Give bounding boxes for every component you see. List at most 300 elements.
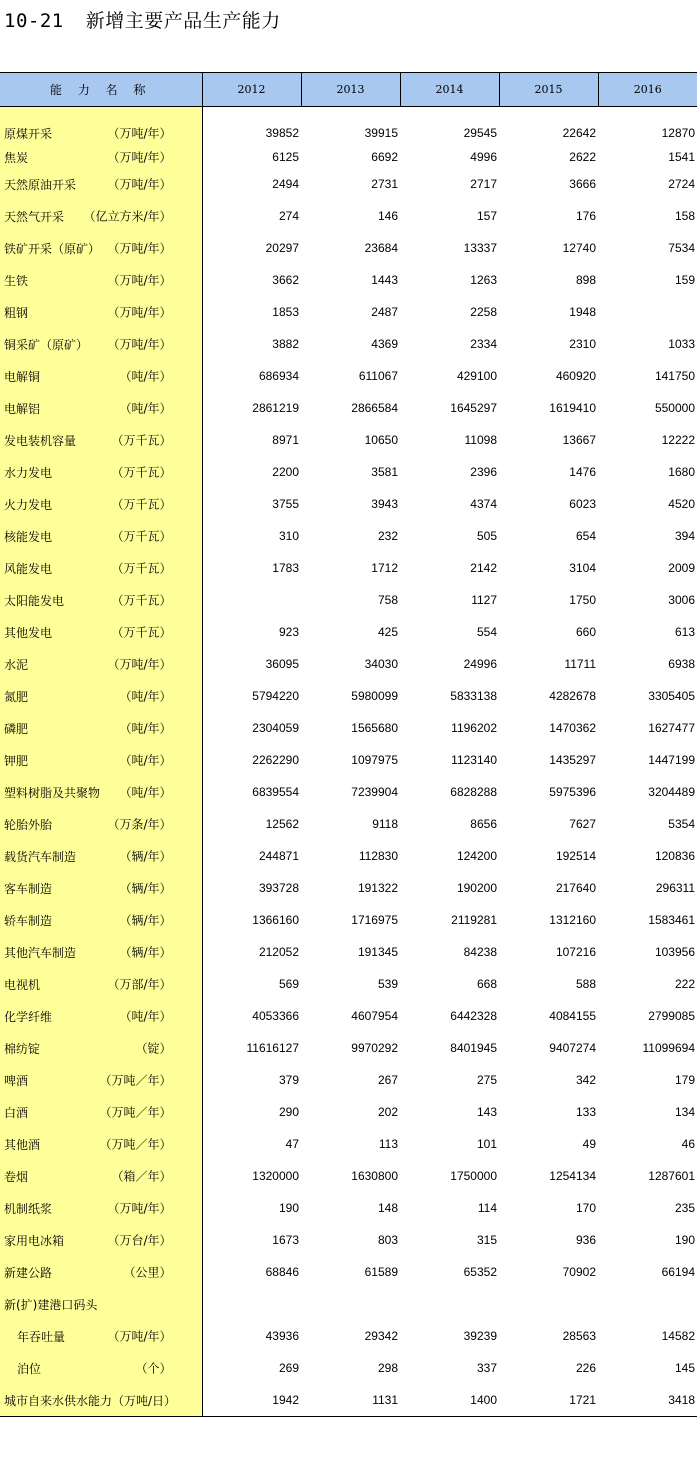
row-label (0, 584, 202, 616)
table-row (0, 904, 697, 936)
value-cell-2012: 11616127 (246, 1041, 299, 1055)
value-cell-2012 (202, 1288, 301, 1320)
value-cell-2016: 394 (674, 529, 695, 543)
value-cell-2014: 668 (476, 977, 497, 991)
item-unit: （箱／年） (111, 1169, 172, 1184)
value-cell-2015: 1476 (569, 465, 596, 479)
value-cell-2015: 4084155 (549, 1009, 596, 1023)
value-cell-2013: 5980099 (351, 689, 398, 703)
value-cell-2013: 9970292 (351, 1041, 398, 1055)
item-name: 机制纸浆 (4, 1201, 53, 1216)
value-cell-2014: 554 (476, 625, 497, 639)
item-unit: （万吨/年） (107, 337, 172, 352)
item-unit: （吨/年） (119, 401, 172, 416)
row-label (0, 120, 202, 146)
table-number: 10-21 (4, 10, 64, 32)
value-cell-2012: 190 (278, 1201, 299, 1215)
value-cell-2016: 103956 (654, 945, 695, 959)
value-cell-2013: 232 (377, 529, 398, 543)
value-cell-2016: 1541 (668, 150, 695, 164)
item-unit: （吨/年） (119, 369, 172, 384)
item-name: 啤酒 (4, 1073, 29, 1088)
table-row (0, 872, 697, 904)
row-label (0, 648, 202, 680)
value-cell-2013: 1443 (371, 273, 398, 287)
header-year-2013: 2013 (301, 73, 400, 107)
item-unit: （万千瓦） (111, 529, 172, 544)
item-name: 客车制造 (4, 881, 53, 896)
value-cell-2013: 1565680 (351, 721, 398, 735)
row-label (0, 1352, 202, 1384)
table-row (0, 146, 697, 168)
value-cell-2016: 2724 (668, 177, 695, 191)
value-cell-2015: 192514 (555, 849, 596, 863)
row-label (0, 296, 202, 328)
value-cell-2016: 550000 (654, 401, 695, 415)
value-cell-2015: 2622 (569, 150, 596, 164)
row-label (0, 680, 202, 712)
value-cell-2014: 157 (476, 209, 497, 223)
table-row (0, 552, 697, 584)
value-cell-2012: 3662 (272, 273, 299, 287)
page-title (4, 6, 281, 33)
table-row (0, 232, 697, 264)
value-cell-2013: 3943 (371, 497, 398, 511)
value-cell-2012: 6125 (272, 150, 299, 164)
value-cell-2015: 7627 (569, 817, 596, 831)
value-cell-2014: 505 (476, 529, 497, 543)
row-label (0, 520, 202, 552)
value-cell-2016: 159 (674, 273, 695, 287)
item-unit: （辆/年） (119, 881, 172, 896)
item-unit: （吨/年） (119, 785, 172, 800)
header-capacity-name: 能 力 名 称 (0, 73, 202, 107)
table-row (0, 808, 697, 840)
row-label (0, 392, 202, 424)
value-cell-2016: 1583461 (648, 913, 695, 927)
item-name: 核能发电 (4, 529, 53, 544)
value-cell-2012: 1673 (272, 1233, 299, 1247)
value-cell-2015: 226 (575, 1361, 596, 1375)
table-row (0, 968, 697, 1000)
row-label (0, 1000, 202, 1032)
table-row (0, 1032, 697, 1064)
row-label (0, 1064, 202, 1096)
spacer-label-cell (0, 107, 202, 121)
value-cell-2014: 2334 (470, 337, 497, 351)
value-cell-2016: 190 (674, 1233, 695, 1247)
row-label (0, 360, 202, 392)
value-cell-2013: 6692 (371, 150, 398, 164)
item-name: 铁矿开采（原矿） (4, 241, 101, 256)
spacer-row (0, 107, 697, 121)
row-label (0, 1096, 202, 1128)
value-cell-2016: 3305405 (648, 689, 695, 703)
item-unit: （万吨/年） (107, 305, 172, 320)
item-unit: （万吨/年） (107, 150, 172, 165)
value-cell-2012: 290 (278, 1105, 299, 1119)
table-row (0, 744, 697, 776)
item-unit: （万吨/年） (107, 241, 172, 256)
value-cell-2013: 611067 (358, 369, 398, 383)
table-row (0, 296, 697, 328)
table-row (0, 1384, 697, 1417)
value-cell-2013: 2866584 (351, 401, 398, 415)
value-cell-2014: 429100 (456, 369, 497, 383)
value-cell-2016: 134 (674, 1105, 695, 1119)
item-name: 其他汽车制造 (4, 945, 77, 960)
value-cell-2013: 267 (377, 1073, 398, 1087)
value-cell-2015: 176 (575, 209, 596, 223)
item-unit: （万台/年） (107, 1233, 172, 1248)
value-cell-2012: 6839554 (252, 785, 299, 799)
value-cell-2013: 4607954 (351, 1009, 398, 1023)
value-cell-2016: 222 (674, 977, 695, 991)
value-cell-2012: 1320000 (252, 1169, 299, 1183)
item-unit: （亿立方米/年） (83, 209, 172, 224)
value-cell-2014: 4374 (470, 497, 497, 511)
value-cell-2014: 1750000 (450, 1169, 497, 1183)
item-name: 白酒 (4, 1105, 29, 1120)
value-cell-2014: 2142 (470, 561, 497, 575)
item-unit: （万千瓦） (111, 465, 172, 480)
value-cell-2013: 1097975 (351, 753, 398, 767)
item-name: 轮胎外胎 (4, 817, 53, 832)
table-row (0, 1288, 697, 1320)
value-cell-2016: 2009 (668, 561, 695, 575)
row-label (0, 1256, 202, 1288)
row-label (0, 1384, 202, 1417)
item-name: 生铁 (4, 273, 29, 288)
item-unit: （万吨/年） (107, 273, 172, 288)
item-unit: （吨/年） (119, 753, 172, 768)
value-cell-2016: 1033 (668, 337, 695, 351)
item-unit: （吨/年） (119, 689, 172, 704)
value-cell-2013: 112830 (358, 849, 398, 863)
table-row (0, 776, 697, 808)
value-cell-2014: 1123140 (451, 753, 497, 767)
value-cell-2012: 244871 (258, 849, 299, 863)
table-row (0, 1160, 697, 1192)
table-row (0, 1352, 697, 1384)
table-row (0, 840, 697, 872)
value-cell-2012: 68846 (265, 1265, 299, 1279)
capacity-table (0, 72, 697, 1417)
value-cell-2015: 588 (575, 977, 596, 991)
row-label (0, 616, 202, 648)
value-cell-2014 (400, 1288, 499, 1320)
value-cell-2014: 101 (476, 1137, 497, 1151)
value-cell-2012: 2200 (272, 465, 299, 479)
value-cell-2014: 13337 (463, 241, 497, 255)
value-cell-2014: 4996 (470, 150, 497, 164)
value-cell-2016: 5354 (668, 817, 695, 831)
value-cell-2016: 14582 (661, 1329, 695, 1343)
value-cell-2012: 1783 (272, 561, 299, 575)
item-unit: （万吨／年） (99, 1105, 172, 1120)
value-cell-2013: 39915 (364, 126, 398, 140)
item-name: 其他发电 (4, 625, 53, 640)
item-name: 太阳能发电 (4, 593, 65, 608)
item-name: 家用电冰箱 (4, 1233, 65, 1248)
value-cell-2013: 10650 (364, 433, 398, 447)
value-cell-2015: 9407274 (549, 1041, 596, 1055)
value-cell-2012: 3882 (272, 337, 299, 351)
value-cell-2015: 28563 (562, 1329, 596, 1343)
value-cell-2012: 393728 (258, 881, 299, 895)
value-cell-2016: 3006 (668, 593, 695, 607)
row-label (0, 1160, 202, 1192)
value-cell-2014: 39239 (463, 1329, 497, 1343)
value-cell-2013: 803 (377, 1233, 398, 1247)
row-label (0, 424, 202, 456)
item-name: 焦炭 (4, 150, 29, 165)
value-cell-2016: 6938 (668, 657, 695, 671)
value-cell-2014: 2258 (470, 305, 497, 319)
value-cell-2015: 133 (575, 1105, 596, 1119)
value-cell-2012: 5794220 (252, 689, 299, 703)
value-cell-2015: 2310 (569, 337, 596, 351)
row-label (0, 744, 202, 776)
value-cell-2013: 191345 (357, 945, 398, 959)
table-row (0, 168, 697, 200)
value-cell-2013: 3581 (371, 465, 398, 479)
value-cell-2016: 3418 (598, 1384, 697, 1417)
value-cell-2013: 7239904 (351, 785, 398, 799)
value-cell-2015: 1721 (499, 1384, 598, 1417)
item-name: 火力发电 (4, 497, 53, 512)
item-name: 铜采矿（原矿） (4, 337, 89, 352)
item-unit: （吨/年） (119, 721, 172, 736)
value-cell-2016: 1287601 (648, 1169, 695, 1183)
value-cell-2015: 1312160 (549, 913, 596, 927)
value-cell-2016: 141750 (654, 369, 695, 383)
row-label (0, 488, 202, 520)
value-cell-2013: 2731 (371, 177, 398, 191)
value-cell-2015: 1948 (569, 305, 596, 319)
table-row (0, 200, 697, 232)
row-label (0, 1224, 202, 1256)
value-cell-2015: 12740 (562, 241, 596, 255)
value-cell-2013 (301, 1288, 400, 1320)
value-cell-2014: 1400 (400, 1384, 499, 1417)
value-cell-2015: 6023 (569, 497, 596, 511)
table-row (0, 360, 697, 392)
value-cell-2016 (598, 296, 697, 328)
table-title: 新增主要产品生产能力 (85, 10, 281, 32)
item-name: 电解铝 (4, 401, 41, 416)
item-name: 棉纺锭 (4, 1041, 41, 1056)
item-unit: （锭） (135, 1041, 172, 1056)
value-cell-2013: 146 (377, 209, 398, 223)
item-unit: （万吨/年） (107, 1329, 172, 1344)
table-row (0, 328, 697, 360)
value-cell-2012: 212052 (258, 945, 299, 959)
item-name: 氮肥 (4, 689, 29, 704)
value-cell-2016: 235 (674, 1201, 695, 1215)
value-cell-2016: 4520 (668, 497, 695, 511)
table-row (0, 1192, 697, 1224)
value-cell-2012: 379 (278, 1073, 299, 1087)
value-cell-2012: 4053366 (252, 1009, 299, 1023)
row-label (0, 456, 202, 488)
item-unit: （万部/年） (107, 977, 172, 992)
row-label (0, 904, 202, 936)
table-row (0, 392, 697, 424)
item-unit: （万千瓦） (111, 433, 172, 448)
value-cell-2015: 70902 (562, 1265, 596, 1279)
value-cell-2013: 1630800 (351, 1169, 398, 1183)
value-cell-2013: 1716975 (351, 913, 398, 927)
header-year-2012: 2012 (202, 73, 301, 107)
value-cell-2014: 29545 (463, 126, 497, 140)
item-name: 风能发电 (4, 561, 53, 576)
value-cell-2016: 296311 (655, 881, 695, 895)
table-row (0, 264, 697, 296)
value-cell-2012: 2861219 (252, 401, 299, 415)
value-cell-2016: 158 (674, 209, 695, 223)
value-cell-2016: 1627477 (648, 721, 695, 735)
value-cell-2015: 3666 (569, 177, 596, 191)
table-row (0, 1128, 697, 1160)
row-label (0, 968, 202, 1000)
value-cell-2015: 1470362 (549, 721, 596, 735)
item-name: 化学纤维 (4, 1009, 53, 1024)
table-row (0, 616, 697, 648)
table-row (0, 488, 697, 520)
value-cell-2014: 315 (476, 1233, 497, 1247)
value-cell-2015: 936 (575, 1233, 596, 1247)
table-row (0, 1000, 697, 1032)
value-cell-2014: 6442328 (450, 1009, 497, 1023)
item-unit: （万吨/年） (107, 126, 172, 141)
item-name: 原煤开采 (4, 126, 53, 141)
value-cell-2013: 1131 (301, 1384, 400, 1417)
value-cell-2012: 2304059 (252, 721, 299, 735)
item-name: 年吞吐量 (17, 1329, 66, 1344)
row-label (0, 776, 202, 808)
item-name: 天然气开采 (4, 209, 65, 224)
item-unit: （公里） (123, 1265, 172, 1280)
value-cell-2014: 1645297 (450, 401, 497, 415)
value-cell-2015: 22642 (562, 126, 596, 140)
value-cell-2013: 113 (378, 1137, 398, 1151)
item-unit: （万条/年） (107, 817, 172, 832)
header-year-2014: 2014 (400, 73, 499, 107)
value-cell-2014: 1263 (470, 273, 497, 287)
value-cell-2015: 898 (575, 273, 596, 287)
value-cell-2015: 170 (575, 1201, 596, 1215)
value-cell-2014: 1196202 (451, 721, 497, 735)
value-cell-2015: 11711 (564, 657, 596, 671)
value-cell-2013: 191322 (357, 881, 398, 895)
value-cell-2012: 1366160 (252, 913, 299, 927)
row-label (0, 232, 202, 264)
item-unit: （个） (135, 1361, 172, 1376)
item-unit: （辆/年） (119, 945, 172, 960)
row-label (0, 1128, 202, 1160)
item-unit: （辆/年） (119, 849, 172, 864)
value-cell-2012: 923 (278, 625, 299, 639)
value-cell-2013: 758 (377, 593, 398, 607)
value-cell-2012: 8971 (272, 433, 299, 447)
value-cell-2015: 1254134 (549, 1169, 596, 1183)
item-unit: （万千瓦） (111, 593, 172, 608)
value-cell-2015: 49 (582, 1137, 596, 1151)
item-name: 轿车制造 (4, 913, 53, 928)
row-label (0, 1032, 202, 1064)
value-cell-2016: 2799085 (648, 1009, 695, 1023)
value-cell-2015: 654 (575, 529, 596, 543)
value-cell-2016: 11099694 (642, 1041, 695, 1055)
row-label (0, 840, 202, 872)
item-name: 载货汽车制造 (4, 849, 77, 864)
table-row (0, 1224, 697, 1256)
item-name: 新建公路 (4, 1265, 53, 1280)
value-cell-2012: 39852 (265, 126, 299, 140)
table-row (0, 584, 697, 616)
value-cell-2012: 569 (278, 977, 299, 991)
item-name: 天然原油开采 (4, 177, 77, 192)
value-cell-2014: 65352 (463, 1265, 497, 1279)
table-row (0, 680, 697, 712)
value-cell-2013: 4369 (371, 337, 398, 351)
value-cell-2014: 190200 (456, 881, 497, 895)
value-cell-2016 (598, 1288, 697, 1320)
item-name: 水力发电 (4, 465, 53, 480)
value-cell-2012: 2494 (272, 177, 299, 191)
value-cell-2016: 7534 (668, 241, 695, 255)
value-cell-2012: 2262290 (252, 753, 299, 767)
item-unit: （万千瓦） (111, 625, 172, 640)
row-label (0, 200, 202, 232)
row-label (0, 712, 202, 744)
value-cell-2012: 43936 (265, 1329, 299, 1343)
item-name: 粗钢 (4, 305, 29, 320)
item-name: 水泥 (4, 657, 29, 672)
value-cell-2014: 1127 (471, 593, 497, 607)
table-row (0, 1096, 697, 1128)
value-cell-2012: 686934 (258, 369, 299, 383)
item-name: 塑料树脂及共聚物 (4, 785, 101, 800)
value-cell-2014: 5833138 (450, 689, 497, 703)
item-name: 电解铜 (4, 369, 41, 384)
value-cell-2015: 460920 (555, 369, 596, 383)
value-cell-2012: 36095 (265, 657, 299, 671)
row-label (0, 146, 202, 168)
item-name: 其他酒 (4, 1137, 41, 1152)
item-name: 卷烟 (4, 1169, 29, 1184)
item-name: 城市自来水供水能力（万吨/日） (4, 1393, 177, 1408)
table-body (0, 107, 697, 1417)
value-cell-2014: 84238 (463, 945, 497, 959)
value-cell-2013: 34030 (364, 657, 398, 671)
value-cell-2014: 2396 (470, 465, 497, 479)
row-label (0, 936, 202, 968)
row-label (0, 1320, 202, 1352)
item-unit: （吨/年） (119, 1009, 172, 1024)
value-cell-2015: 1619410 (549, 401, 596, 415)
value-cell-2012: 274 (278, 209, 299, 223)
value-cell-2013: 148 (377, 1201, 398, 1215)
value-cell-2013: 23684 (364, 241, 398, 255)
value-cell-2012: 1853 (272, 305, 299, 319)
value-cell-2016: 3204489 (648, 785, 695, 799)
value-cell-2015: 4282678 (549, 689, 596, 703)
value-cell-2015 (499, 1288, 598, 1320)
row-label (0, 328, 202, 360)
value-cell-2016: 12222 (661, 433, 695, 447)
